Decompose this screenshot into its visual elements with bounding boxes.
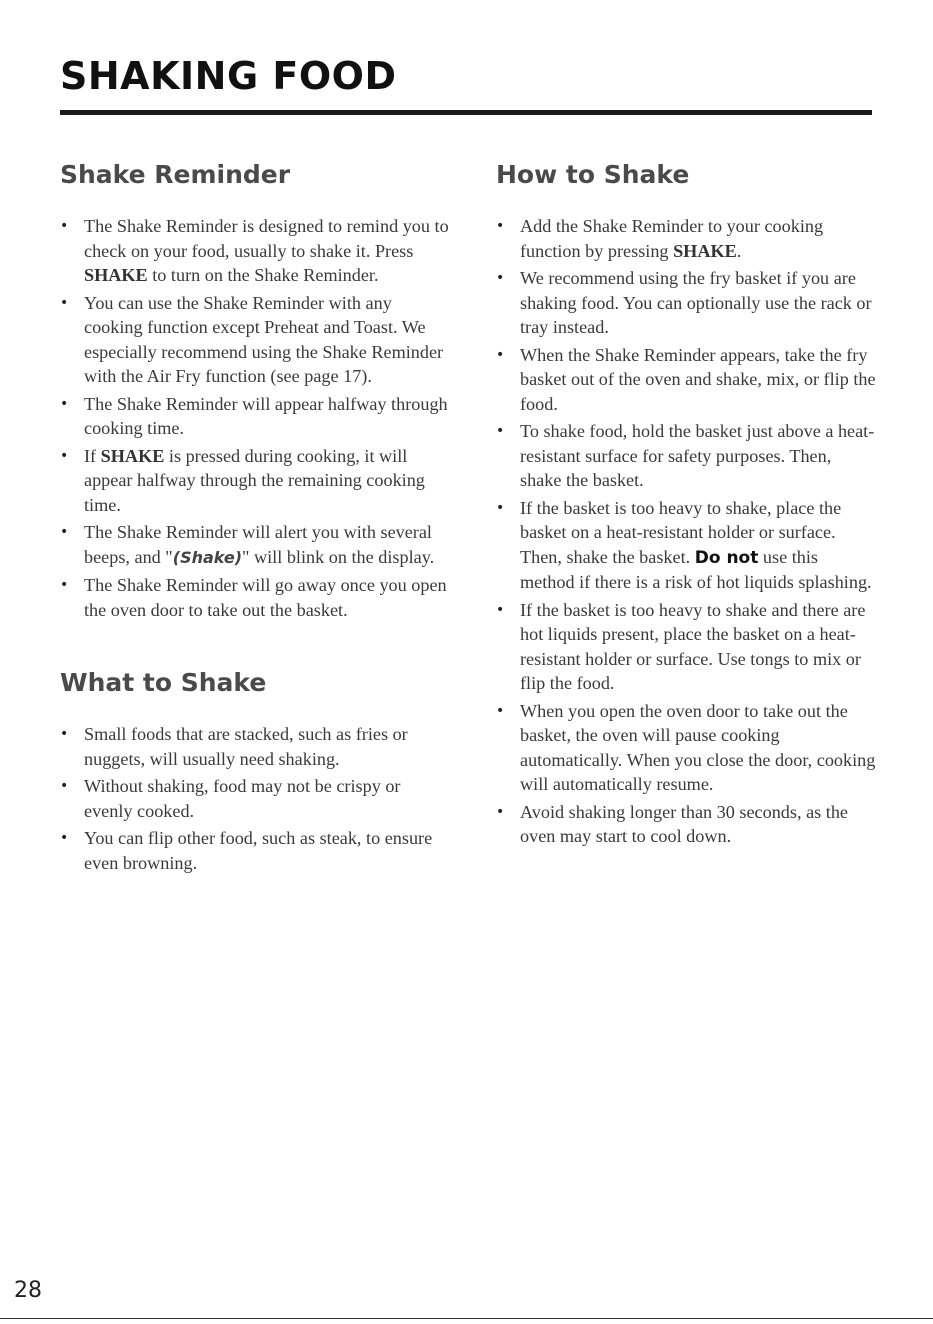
- display-shake-text: (Shake): [172, 547, 243, 567]
- how-to-shake-heading: How to Shake: [496, 160, 690, 189]
- title-rule: [60, 110, 872, 115]
- warning-do-not: Do not: [694, 547, 759, 568]
- list-item: • We recommend using the fry basket if you are shaking food. You can optionally use the rack or tray instead.: [496, 266, 876, 340]
- list-item: • The Shake Reminder is designed to remind you to check on your food, usually to shake it. Press SHAKE to turn on the Shake Reminder.: [60, 214, 450, 288]
- list-item: • You can use the Shake Reminder with any cooking function except Preheat and Toast. We especially recommend using the Shake Reminder with the Air Fry function (see page 17).: [60, 291, 450, 389]
- shake-reminder-heading: Shake Reminder: [60, 160, 291, 189]
- list-item: • You can flip other food, such as steak, to ensure even browning.: [60, 826, 450, 875]
- shake-reminder-list: [60, 214, 450, 622]
- list-item: • If SHAKE is pressed during cooking, it will appear halfway through the remaining cooking time.: [60, 444, 450, 518]
- list-item: • If the basket is too heavy to shake and there are hot liquids present, place the basket on a heat-resistant holder or surface. Use tongs to mix or flip the food.: [496, 598, 876, 696]
- right-column: [496, 158, 876, 852]
- list-item: • When the Shake Reminder appears, take the fry basket out of the oven and shake, mix, or flip the food.: [496, 343, 876, 417]
- what-to-shake-heading: What to Shake: [60, 668, 267, 697]
- list-item: • The Shake Reminder will appear halfway through cooking time.: [60, 392, 450, 441]
- list-item: • Add the Shake Reminder to your cooking function by pressing SHAKE.: [496, 214, 876, 263]
- list-item: • Small foods that are stacked, such as fries or nuggets, will usually need shaking.: [60, 722, 450, 771]
- list-item: • Avoid shaking longer than 30 seconds, as the oven may start to cool down.: [496, 800, 876, 849]
- shake-button-label: SHAKE: [100, 445, 165, 466]
- list-item: • The Shake Reminder will go away once you open the oven door to take out the basket.: [60, 573, 450, 622]
- page-title: SHAKING FOOD: [60, 54, 397, 98]
- list-item: • The Shake Reminder will alert you with several beeps, and "(Shake)" will blink on the display.: [60, 520, 450, 570]
- left-column: [60, 158, 450, 878]
- list-item: • If the basket is too heavy to shake, place the basket on a heat-resistant holder or surface. Then, shake the basket. Do not use this method if there is a risk of hot liquids splashing.: [496, 496, 876, 595]
- page-number: 28: [14, 1278, 42, 1303]
- bottom-rule: [0, 1318, 933, 1319]
- how-to-shake-list: [496, 214, 876, 849]
- shake-button-label: SHAKE: [84, 265, 148, 285]
- list-item: • When you open the oven door to take out the basket, the oven will pause cooking automatically. When you close the door, cooking will automatically resume.: [496, 699, 876, 797]
- what-to-shake-list: [60, 722, 450, 875]
- list-item: • Without shaking, food may not be crispy or evenly cooked.: [60, 774, 450, 823]
- list-item: • To shake food, hold the basket just above a heat-resistant surface for safety purposes. Then, shake the basket.: [496, 419, 876, 493]
- shake-button-label: SHAKE: [673, 240, 737, 261]
